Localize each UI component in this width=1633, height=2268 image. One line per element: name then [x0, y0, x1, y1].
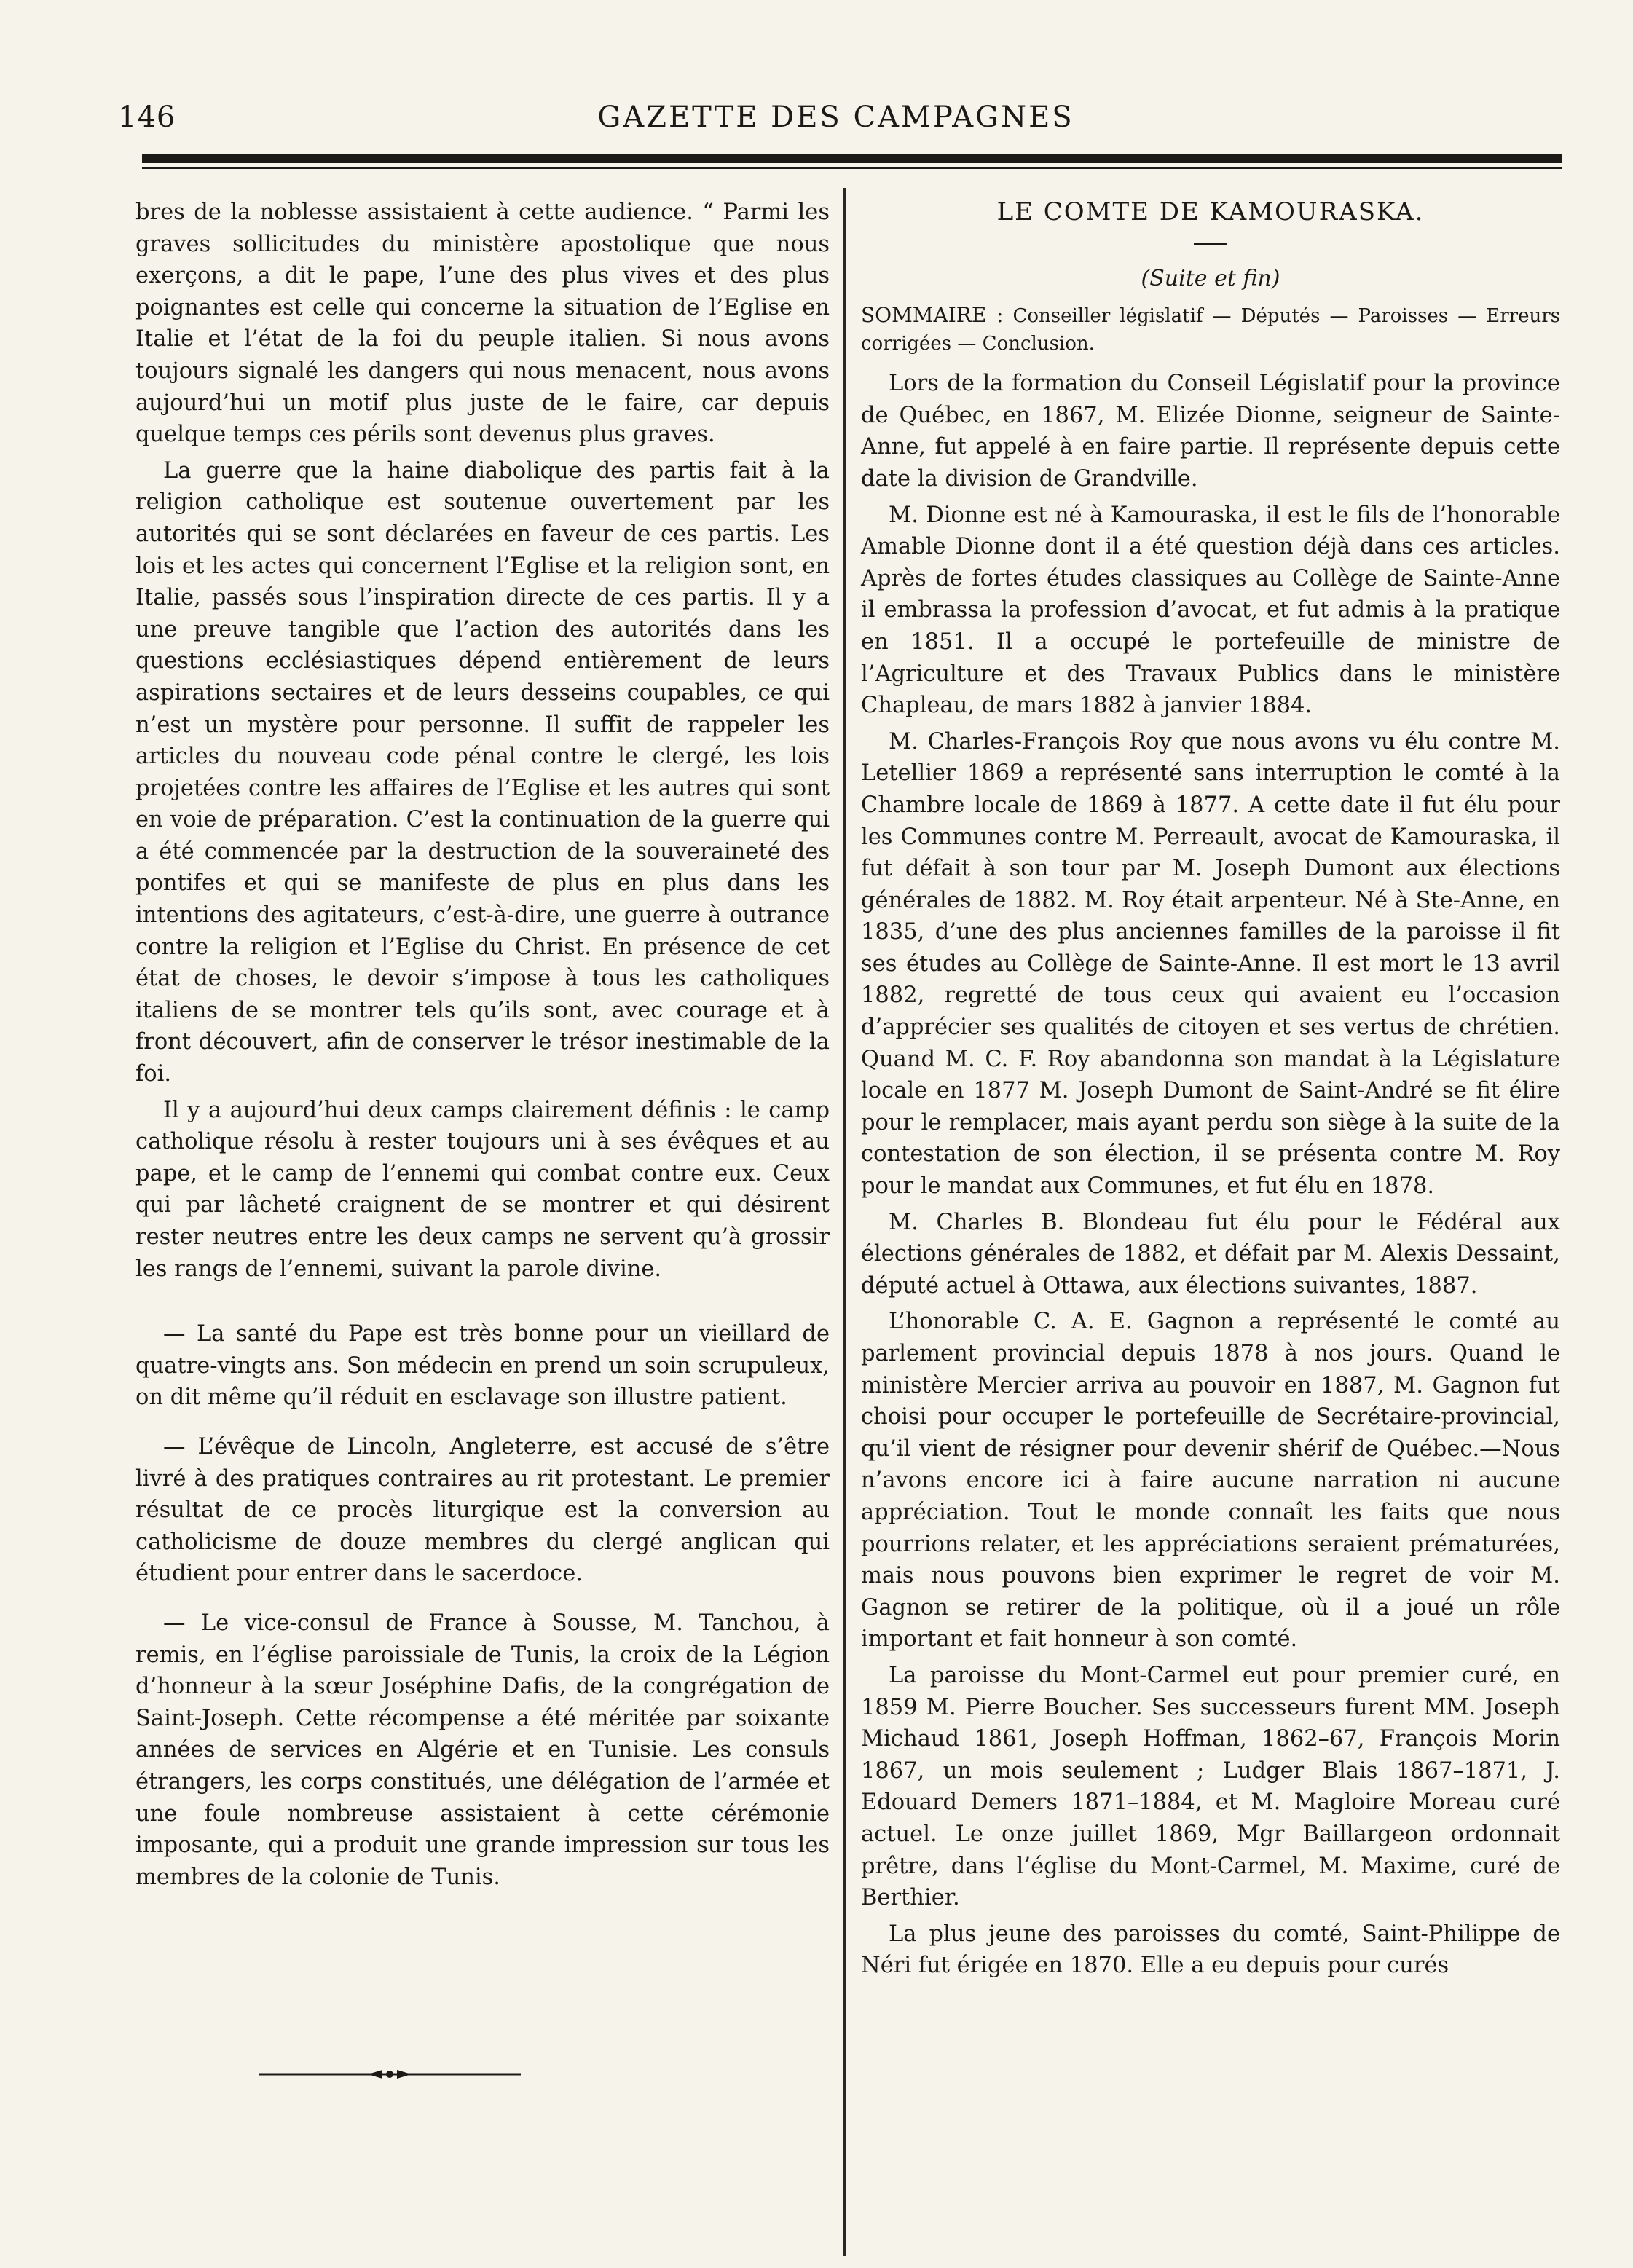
news-item: — L’évêque de Lincoln, Angleterre, est accusé de s’être livré à des pratiques contraires au rit protestant. Le premier résultat de ce procès liturgique est la conversion au catholicisme de douze membres du clergé anglican qui étudient pour entrer dans le sacerdoce. [135, 1433, 830, 1587]
title-dash [1194, 243, 1227, 245]
right-column [861, 197, 1560, 1986]
left-column [135, 197, 830, 1897]
paragraph: M. Charles-François Roy que nous avons vu élu contre M. Letellier 1869 a représenté sans interruption le comté à la Chambre locale de 1869 à 1877. A cette date il fut élu pour les Communes contre M. Perreault, avocat de Kamouraska, il fut défait à son tour par M. Joseph Dumont aux élections générales de 1882. M. Roy était arpenteur. Né à Ste-Anne, en 1835, d’une des plus anciennes familles de la paroisse il fit ses études au Collège de Sainte-Anne. Il est mort le 13 avril 1882, regretté de tous ceux qui avaient eu l’occasion d’apprécier ses qualités de citoyen et ses vertus de chrétien. Quand M. C. F. Roy abandonna son mandat à la Législature locale en 1877 M. Joseph Dumont de Saint-André se fit élire pour le remplacer, mais ayant perdu son siège à la suite de la contestation de son élection, il se présenta contre M. Roy pour le mandat aux Communes, et fut élu en 1878. [861, 728, 1560, 1200]
summary-label: SOMMAIRE : [861, 303, 1004, 328]
paragraph: L’honorable C. A. E. Gagnon a représenté le comté au parlement provincial depuis 1878 à nos jours. Quand le ministère Mercier arriva au pouvoir en 1887, M. Gagnon fut choisi pour occuper le portefeuille de Secrétaire-provincial, qu’il vient de résigner pour devenir shérif de Québec.—Nous n’avons encore ici à faire aucune narration ni aucune appréciation. Tout le monde connaît les faits que nous pourrions relater, et les appréciations seraient prématurées, mais nous pouvons bien exprimer le regret de voir M. Gagnon se retirer de la politique, où il a joué un rôle important et fait honneur à son comté. [861, 1309, 1560, 1653]
paragraph: Il y a aujourd’hui deux camps clairement définis : le camp catholique résolu à rester toujours uni à ses évêques et au pape, et le camp de l’ennemi qui combat contre eux. Ceux qui par lâcheté craignent de se montrer et qui désirent rester neutres entre les deux camps ne servent qu’à grossir les rangs de l’ennemi, suivant la parole divine. [135, 1097, 830, 1282]
paragraph: La paroisse du Mont-Carmel eut pour premier curé, en 1859 M. Pierre Boucher. Ses successeurs furent MM. Joseph Michaud 1861, Joseph Hoffman, 1862–67, François Morin 1867, un mois seulement ; Ludger Blais 1867–1871, J. Edouard Demers 1871–1884, et M. Magloire Moreau curé actuel. Le onze juillet 1869, Mgr Baillargeon ordonnait prêtre, dans l’église du Mont-Carmel, M. Maxime, curé de Berthier. [861, 1662, 1560, 1911]
end-ornament [259, 2067, 521, 2082]
paragraph: bres de la noblesse assistaient à cette audience. “ Parmi les graves sollicitudes du ministère apostolique que nous exerçons, a dit le pape, l’une des plus vives et des plus poignantes est celle qui concerne la situation de l’Eglise en Italie et l’état de la foi du peuple italien. Si nous avons toujours signalé les dangers qui nous menacent, nous avons aujourd’hui un motif plus juste de le faire, car depuis quelque temps ces périls sont devenus plus graves. [135, 200, 830, 448]
paragraph: Lors de la formation du Conseil Législatif pour la province de Québec, en 1867, M. Elizée Dionne, seigneur de Sainte-Anne, fut appelé à en faire partie. Il représente depuis cette date la division de Grandville. [861, 371, 1560, 492]
page-number: 146 [118, 101, 176, 134]
publication-title: GAZETTE DES CAMPAGNES [597, 101, 1074, 134]
column-divider [843, 188, 846, 2256]
page-header [109, 93, 1562, 137]
header-rule-thick [142, 154, 1562, 163]
summary-text: Conseiller législatif — Députés — Paroisses — Erreurs corrigées — Conclusion. [861, 305, 1560, 355]
paragraph: La guerre que la haine diabolique des partis fait à la religion catholique est soutenue ouvertement par les autorités qui se sont déclarées en faveur de ces partis. Les lois et les actes qui concernent l’Eglise et la religion sont, en Italie, passés sous l’inspiration directe de ces partis. Il y a une preuve tangible que l’action des autorités dans les questions ecclésiastiques dépend entièrement de leurs aspirations sectaires et de leurs desseins coupables, ce qui n’est un mystère pour personne. Il suffit de rappeler les articles du nouveau code pénal contre le clergé, les lois projetées contre les affaires de l’Eglise et les autres qui sont en voie de préparation. C’est la continuation de la guerre qui a été commencée par la destruction de la souveraineté des pontifes et qui se manifeste de plus en plus dans les intentions des agitateurs, c’est-à-dire, une guerre à outrance contre la religion et l’Eglise du Christ. En présence de cet état de choses, le devoir s’impose à tous les catholiques italiens de se montrer tels qu’ils sont, avec courage et à front découvert, afin de conserver le trésor inestimable de la foi. [135, 457, 830, 1087]
paragraph: M. Dionne est né à Kamouraska, il est le fils de l’honorable Amable Dionne dont il a été question déjà dans ces articles. Après de fortes études classiques au Collège de Sainte-Anne il embrassa la profession d’avocat, et fut admis à la pratique en 1851. Il a occupé le portefeuille de ministre de l’Agriculture et des Travaux Publics dans le ministère Chapleau, de mars 1882 à janvier 1884. [861, 502, 1560, 719]
article-subtitle: (Suite et fin) [1141, 265, 1280, 291]
summary [861, 302, 1560, 358]
paragraph: La plus jeune des paroisses du comté, Saint-Philippe de Néri fut érigée en 1870. Elle a eu depuis pour curés [861, 1921, 1560, 1979]
news-item: — Le vice-consul de France à Sousse, M. Tanchou, à remis, en l’église paroissiale de Tunis, la croix de la Légion d’honneur à la sœur Joséphine Dafis, de la congrégation de Saint-Joseph. Cette récompense a été méritée par soixante années de services en Algérie et en Tunisie. Les consuls étrangers, les corps constitués, une délégation de l’armée et une foule nombreuse assistaient à cette cérémonie imposante, qui a produit une grande impression sur tous les membres de la colonie de Tunis. [135, 1610, 830, 1890]
news-item: — La santé du Pape est très bonne pour un vieillard de quatre-vingts ans. Son médecin en prend un soin scrupuleux, on dit même qu’il réduit en esclavage son illustre patient. [135, 1321, 830, 1411]
article-title: LE COMTE DE KAMOURASKA. [996, 197, 1425, 227]
paragraph: M. Charles B. Blondeau fut élu pour le Fédéral aux élections générales de 1882, et défait par M. Alexis Dessaint, député actuel à Ottawa, aux élections suivantes, 1887. [861, 1209, 1560, 1299]
header-rule-thin [142, 167, 1562, 169]
